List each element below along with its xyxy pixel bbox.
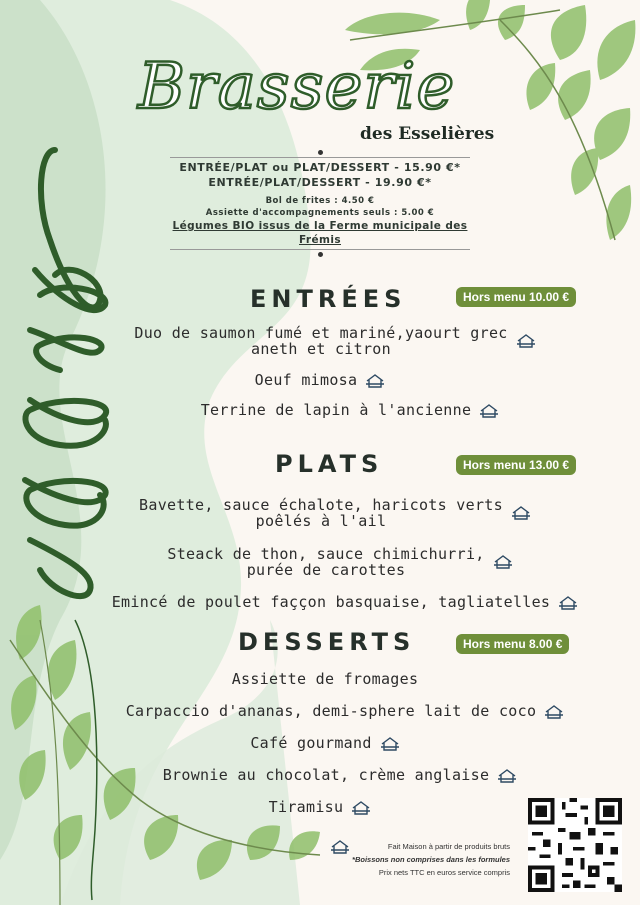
dish-item (95, 594, 595, 611)
dish-name: Duo de saumon fumé et mariné,yaourt grec aneth et citron (134, 324, 508, 358)
svg-text:Brasserie: Brasserie (138, 50, 456, 124)
dish-item (150, 402, 550, 419)
price-accompagnements: Assiette d'accompagnements seuls : 5.00 € (205, 208, 435, 218)
divider-dot (318, 150, 323, 155)
dish-item (170, 372, 470, 389)
price-formula-2: ENTRÉE/PLAT ou PLAT/DESSERT - 15.90 €* (179, 161, 461, 174)
dish-item (200, 735, 450, 752)
bio-note: Légumes BIO issus de la Ferme municipale des Frémis (172, 220, 468, 246)
dish-item (130, 767, 550, 784)
fait-maison-icon (493, 554, 513, 570)
fait-maison-icon (365, 373, 385, 389)
dish-name: Café gourmand (250, 734, 372, 752)
footer-notes (330, 840, 510, 879)
dish-name: Bavette, sauce échalote, haricots verts poêlés à l'ail (139, 496, 503, 530)
dish-item (100, 325, 570, 357)
dish-name: Brownie au chocolat, crème anglaise (162, 766, 490, 784)
fait-maison-icon (479, 403, 499, 419)
dish-name: Terrine de lapin à l'ancienne (200, 401, 472, 419)
dish-name: Steack de thon, sauce chimichurri, purée de carottes (167, 545, 485, 579)
dish-item (95, 703, 595, 720)
dish-item (220, 799, 420, 816)
fait-maison-icon (558, 595, 578, 611)
divider-line (170, 157, 470, 158)
fait-maison-icon (544, 704, 564, 720)
dish-name: Oeuf mimosa (254, 371, 358, 389)
section-title-desserts: DESSERTS (238, 628, 416, 656)
dish-name: Carpaccio d'ananas, demi-sphere lait de coco (125, 702, 537, 720)
price-badge-desserts: Hors menu 8.00 € (456, 634, 569, 654)
footer-note-fait-maison: Fait Maison à partir de produits bruts (387, 842, 510, 851)
footer-note-boissons: *Boissons non comprises dans les formules (352, 855, 510, 864)
price-badge-plats: Hors menu 13.00 € (456, 455, 576, 475)
brasserie-title (128, 38, 456, 128)
price-formula-3: ENTRÉE/PLAT/DESSERT - 19.90 €* (208, 176, 432, 189)
section-title-plats: PLATS (275, 450, 384, 478)
price-badge-entrees: Hors menu 10.00 € (456, 287, 576, 307)
pricing-block (150, 150, 490, 257)
fait-maison-icon (380, 736, 400, 752)
footer-note-prix: Prix nets TTC en euros service compris (378, 868, 510, 877)
fait-maison-icon (497, 768, 517, 784)
dish-name: Emincé de poulet faççon basquaise, tagliatelles (111, 593, 551, 611)
dish-item (140, 546, 540, 578)
fait-maison-icon (511, 505, 531, 521)
brasserie-subtitle: des Esselières (360, 124, 495, 144)
divider-dot (318, 252, 323, 257)
dish-item (110, 497, 560, 529)
price-frites: Bol de frites : 4.50 € (265, 196, 375, 206)
section-title-entrees: ENTRÉES (250, 285, 407, 313)
dish-item (175, 671, 475, 687)
dish-name: Assiette de fromages (231, 670, 419, 688)
qr-code-icon[interactable] (528, 798, 622, 892)
divider-line (170, 249, 470, 250)
dish-name: Tiramisu (268, 798, 344, 816)
fait-maison-icon (351, 800, 371, 816)
fait-maison-icon (516, 333, 536, 349)
